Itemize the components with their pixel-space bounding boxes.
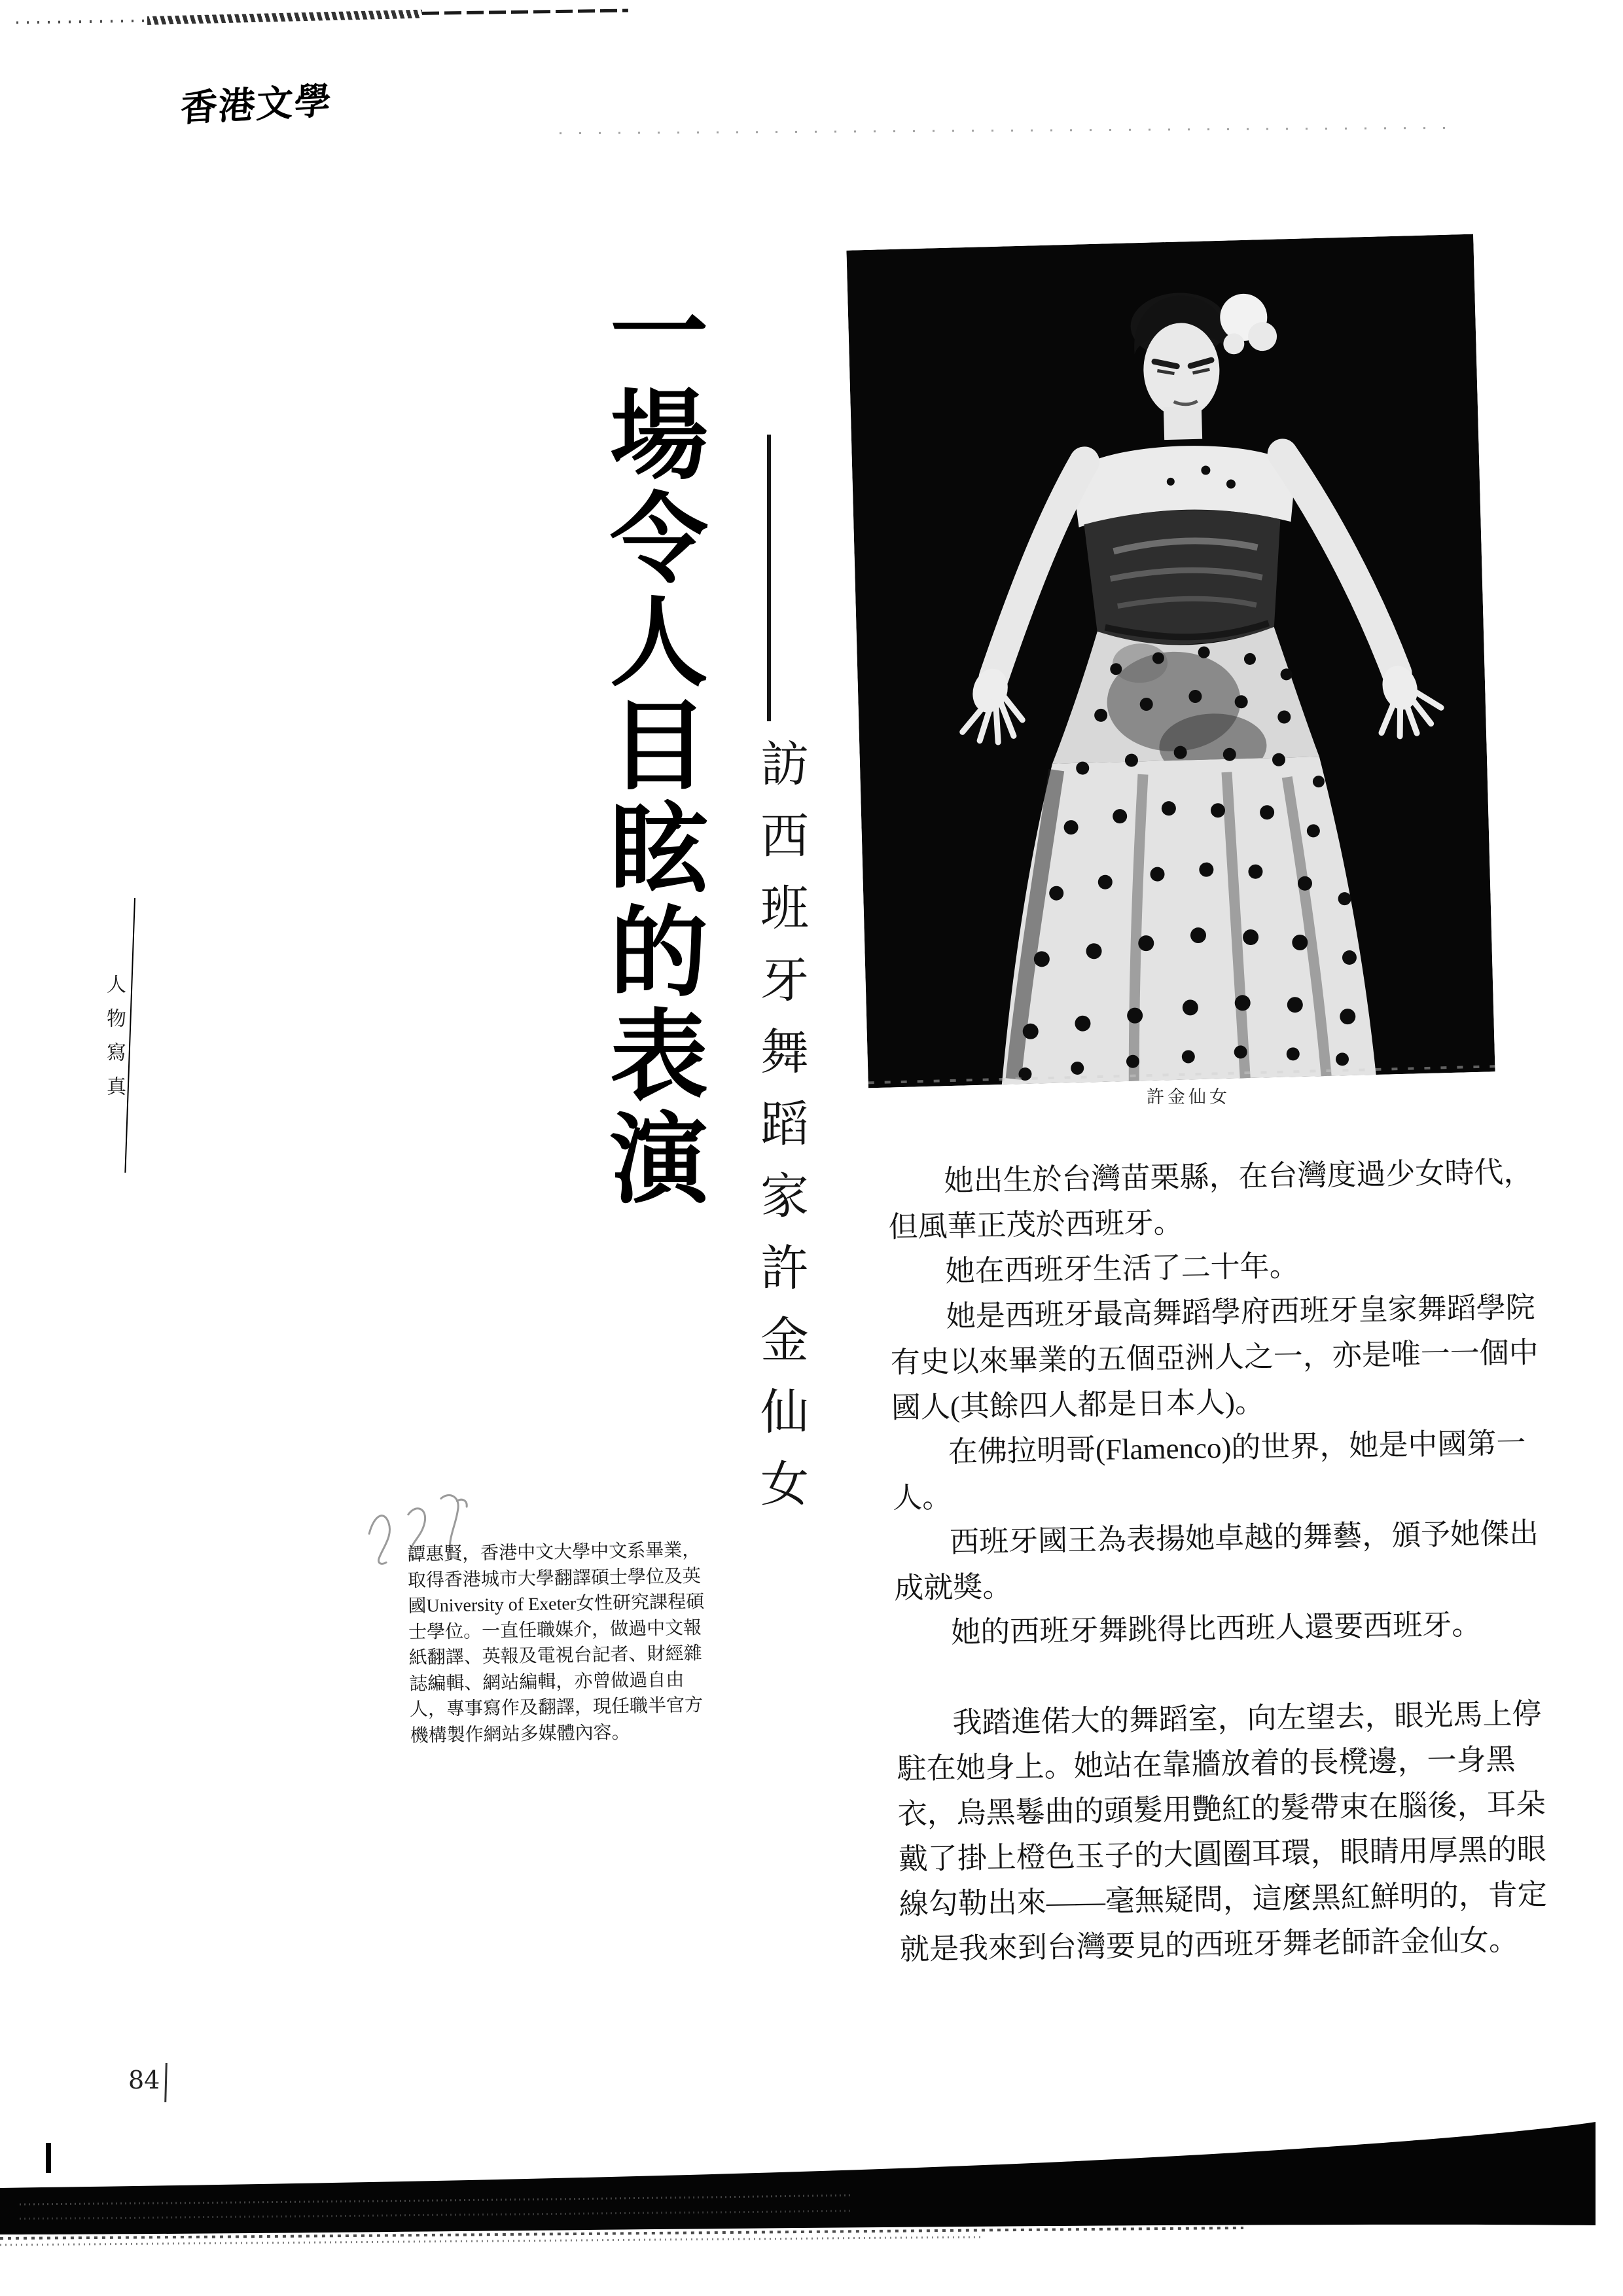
bottom-band-shape [0, 2119, 1623, 2296]
dancer-photo [846, 234, 1495, 1088]
body-line: 在佛拉明哥(Flamenco)的世界，她是中國第一 [948, 1426, 1526, 1469]
scan-artifact-top-edge [16, 3, 632, 34]
masthead-dotted-rule [560, 127, 1450, 134]
body-line: 她在西班牙生活了二十年。 [945, 1249, 1300, 1288]
page-number-rule [164, 2063, 168, 2102]
body-line: 成就獎。 [893, 1570, 1012, 1605]
body-line: 但風華正茂於西班牙。 [888, 1206, 1183, 1244]
body-line: 人。 [892, 1480, 952, 1515]
bio-line: 人，專事寫作及翻譯，現任職半官方 [409, 1695, 704, 1720]
author-bio [407, 1537, 705, 1749]
photo-caption: 許金仙女 [1147, 1087, 1230, 1107]
subtitle-dash [767, 435, 771, 721]
dancer-photo-illustration [846, 234, 1495, 1088]
bio-line: 取得香港城市大學翻譯碩士學位及英 [407, 1566, 702, 1591]
magazine-logo: 香港文學 [179, 81, 334, 130]
bio-lines [407, 1537, 705, 1749]
article-body [887, 1150, 1548, 1973]
body-line: 她出生於台灣苗栗縣，在台灣度過少女時代， [944, 1155, 1533, 1198]
scan-artifact-bottom-band [0, 2119, 1623, 2296]
body-line: 國人(其餘四人都是日本人)。 [891, 1386, 1265, 1424]
body-lines [887, 1150, 1548, 1973]
scan-speckle-strip [147, 10, 422, 25]
body-line: 她的西班牙舞跳得比西班人還要西班牙。 [950, 1607, 1482, 1649]
article-title: 一場令人目眩的表演 [595, 280, 704, 1211]
body-line: 西班牙國王為表揚她卓越的舞藝，頒予她傑出 [949, 1516, 1539, 1559]
page-number: 84 [128, 2066, 160, 2094]
bio-line: 士學位。一直任職媒介，做過中文報 [408, 1617, 702, 1643]
scan-speckle-strip [16, 20, 147, 24]
body-line: 衣，烏黑鬈曲的頭髮用艷紅的髮帶束在腦後，耳朵 [897, 1787, 1546, 1831]
section-label: 人物寫真 [103, 974, 125, 1110]
bio-line: 機構製作網站多媒體內容。 [410, 1722, 630, 1746]
body-line: 我踏進偌大的舞蹈室，向左望去，眼光馬上停 [952, 1697, 1542, 1740]
body-line: 駐在她身上。她站在靠牆放着的長櫈邊，一身黑 [897, 1743, 1516, 1785]
body-line: 就是我來到台灣要見的西班牙舞老師許金仙女。 [899, 1924, 1519, 1966]
body-line: 她是西班牙最高舞蹈學府西班牙皇家舞蹈學院 [946, 1291, 1536, 1333]
body-line: 線勾勒出來——毫無疑問，這麼黑紅鮮明的，肯定 [899, 1878, 1548, 1921]
body-line: 有史以來畢業的五個亞洲人之一，亦是唯一一個中 [890, 1336, 1539, 1379]
bio-line: 紙翻譯、英報及電視台記者、財經雜 [408, 1643, 702, 1668]
bio-line: 譚惠賢，香港中文大學中文系畢業， [407, 1539, 701, 1565]
body-line: 戴了掛上橙色玉子的大圓圈耳環，眼睛用厚黑的眼 [898, 1833, 1547, 1876]
bio-line: 國University of Exeter女性研究課程碩 [408, 1591, 705, 1617]
bio-line: 誌編輯、網站編輯，亦曾做過自由 [409, 1669, 685, 1695]
scan-speckle-strip [422, 9, 628, 15]
article-subtitle: 訪西班牙舞蹈家許金仙女 [753, 738, 807, 1530]
